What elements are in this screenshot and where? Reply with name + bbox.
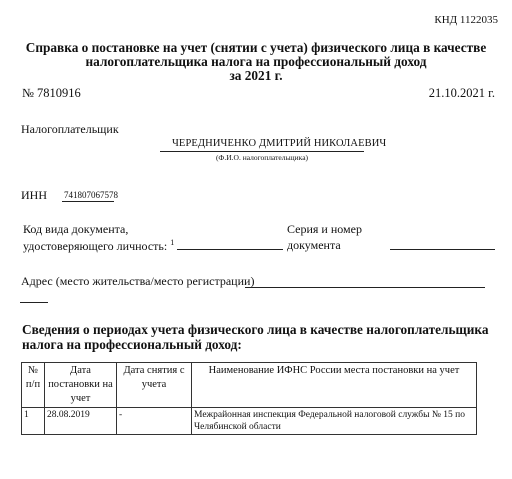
taxpayer-underline — [160, 151, 364, 152]
document-title — [0, 41, 512, 83]
doc-series-label-2: документа — [287, 238, 341, 252]
inn-label: ИНН — [21, 188, 47, 202]
col-header-ifns: Наименование ИФНС России места постановки на учет — [192, 363, 477, 408]
doc-type-underline — [177, 249, 283, 250]
taxpayer-name: ЧЕРЕДНИЧЕНКО ДМИТРИЙ НИКОЛАЕВИЧ — [172, 138, 387, 149]
doc-series-underline — [390, 249, 495, 250]
col-header-number: № п/п — [22, 363, 45, 408]
cell-start-date: 28.08.2019 — [45, 408, 117, 435]
doc-type-label-2-text: удостоверяющего личность: — [23, 239, 168, 253]
doc-type-label-2 — [23, 238, 174, 254]
table-row — [22, 408, 477, 435]
inn-value: 741807067578 — [64, 190, 118, 200]
form-code: КНД 1122035 — [434, 14, 498, 26]
taxpayer-caption: (Ф.И.О. налогоплательщика) — [215, 153, 309, 162]
title-line-2: налогоплательщика налога на профессиональный доход — [85, 54, 427, 69]
footnote-mark: 1 — [170, 238, 175, 247]
inn-underline — [62, 201, 114, 202]
taxpayer-label: Налогоплательщик — [21, 122, 119, 136]
address-underline-2 — [20, 302, 48, 303]
certificate-number: № 7810916 — [22, 86, 81, 100]
section-title: Сведения о периодах учета физического лица в качестве налогоплательщика налога на профессиональный доход: — [22, 322, 489, 352]
address-underline — [245, 287, 485, 288]
col-header-end: Дата снятия с учета — [117, 363, 192, 408]
table-header-row — [22, 363, 477, 408]
title-line-3: за 2021 г. — [229, 68, 283, 83]
periods-table — [21, 362, 477, 435]
title-line-1: Справка о постановке на учет (снятии с учета) физического лица в качестве — [25, 40, 487, 55]
cell-ifns: Межрайонная инспекция Федеральной налоговой службы № 15 по Челябинской области — [192, 408, 477, 435]
doc-type-label-1: Код вида документа, — [23, 222, 129, 236]
address-label: Адрес (место жительства/место регистрации) — [21, 274, 255, 288]
doc-series-label-1: Серия и номер — [287, 222, 362, 236]
cell-number: 1 — [22, 408, 45, 435]
cell-end-date: - — [117, 408, 192, 435]
certificate-date: 21.10.2021 г. — [428, 86, 495, 100]
col-header-start: Дата постановки на учет — [45, 363, 117, 408]
